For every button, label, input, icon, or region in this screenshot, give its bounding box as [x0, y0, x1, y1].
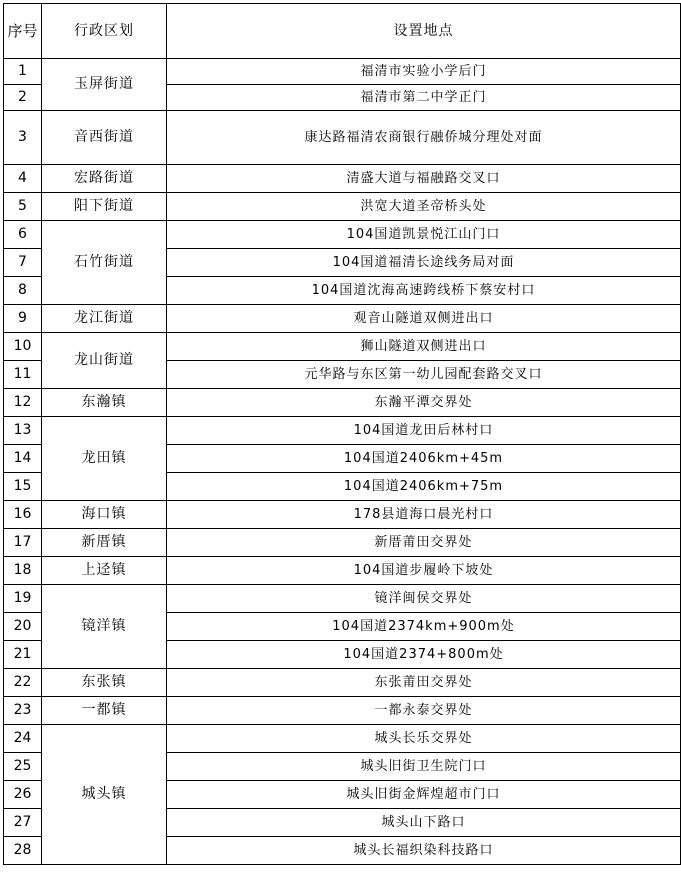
table-row [4, 111, 681, 165]
row-number: 10 [4, 333, 42, 361]
table-row [4, 529, 681, 557]
location-cell: 清盛大道与福融路交叉口 [167, 165, 681, 193]
row-number: 16 [4, 501, 42, 529]
district-cell: 新厝镇 [42, 529, 167, 557]
location-cell: 178县道海口晨光村口 [167, 501, 681, 529]
district-cell: 城头镇 [42, 725, 167, 865]
row-number: 28 [4, 837, 42, 865]
row-number: 11 [4, 361, 42, 389]
table-row [4, 59, 681, 85]
district-cell: 宏路街道 [42, 165, 167, 193]
table-body [4, 59, 681, 865]
location-cell: 104国道凯景悦江山门口 [167, 221, 681, 249]
header-seq: 序号 [4, 4, 42, 59]
row-number: 22 [4, 669, 42, 697]
row-number: 4 [4, 165, 42, 193]
location-cell: 城头长福织染科技路口 [167, 837, 681, 865]
table-row [4, 417, 681, 445]
district-cell: 石竹街道 [42, 221, 167, 305]
location-cell: 福清市第二中学正门 [167, 85, 681, 111]
row-number: 17 [4, 529, 42, 557]
row-number: 7 [4, 249, 42, 277]
row-number: 5 [4, 193, 42, 221]
checkpoint-table [3, 3, 681, 865]
table-row [4, 389, 681, 417]
location-cell: 一都永泰交界处 [167, 697, 681, 725]
row-number: 9 [4, 305, 42, 333]
row-number: 2 [4, 85, 42, 111]
row-number: 3 [4, 111, 42, 165]
location-cell: 104国道龙田后林村口 [167, 417, 681, 445]
district-cell: 龙田镇 [42, 417, 167, 501]
district-cell: 东张镇 [42, 669, 167, 697]
table-row [4, 585, 681, 613]
location-cell: 城头旧街卫生院门口 [167, 753, 681, 781]
table-row [4, 697, 681, 725]
district-cell: 一都镇 [42, 697, 167, 725]
header-district: 行政区划 [42, 4, 167, 59]
location-cell: 104国道沈海高速跨线桥下蔡安村口 [167, 277, 681, 305]
row-number: 8 [4, 277, 42, 305]
location-cell: 福清市实验小学后门 [167, 59, 681, 85]
location-cell: 104国道福清长途线务局对面 [167, 249, 681, 277]
header-location: 设置地点 [167, 4, 681, 59]
table-row [4, 305, 681, 333]
table-row [4, 193, 681, 221]
district-cell: 镜洋镇 [42, 585, 167, 669]
location-cell: 新厝莆田交界处 [167, 529, 681, 557]
location-cell: 城头长乐交界处 [167, 725, 681, 753]
district-cell: 东瀚镇 [42, 389, 167, 417]
table-row [4, 333, 681, 361]
location-cell: 104国道2406km+75m [167, 473, 681, 501]
district-cell: 音西街道 [42, 111, 167, 165]
location-cell: 城头山下路口 [167, 809, 681, 837]
row-number: 27 [4, 809, 42, 837]
district-cell: 龙江街道 [42, 305, 167, 333]
location-cell: 狮山隧道双侧进出口 [167, 333, 681, 361]
location-cell: 元华路与东区第一幼儿园配套路交叉口 [167, 361, 681, 389]
row-number: 24 [4, 725, 42, 753]
location-cell: 104国道2374km+900m处 [167, 613, 681, 641]
location-cell: 东张莆田交界处 [167, 669, 681, 697]
location-cell: 镜洋闽侯交界处 [167, 585, 681, 613]
row-number: 23 [4, 697, 42, 725]
district-cell: 玉屏街道 [42, 59, 167, 111]
district-cell: 龙山街道 [42, 333, 167, 389]
table-header-row [4, 4, 681, 59]
location-cell: 104国道步履岭下坡处 [167, 557, 681, 585]
table-row [4, 501, 681, 529]
location-cell: 观音山隧道双侧进出口 [167, 305, 681, 333]
table-row [4, 725, 681, 753]
row-number: 12 [4, 389, 42, 417]
row-number: 1 [4, 59, 42, 85]
row-number: 19 [4, 585, 42, 613]
location-cell: 城头旧街金辉煌超市门口 [167, 781, 681, 809]
row-number: 15 [4, 473, 42, 501]
row-number: 18 [4, 557, 42, 585]
location-cell: 104国道2406km+45m [167, 445, 681, 473]
row-number: 6 [4, 221, 42, 249]
row-number: 20 [4, 613, 42, 641]
table-row [4, 221, 681, 249]
location-cell: 东瀚平潭交界处 [167, 389, 681, 417]
location-cell: 104国道2374+800m处 [167, 641, 681, 669]
table-row [4, 557, 681, 585]
row-number: 14 [4, 445, 42, 473]
district-cell: 上迳镇 [42, 557, 167, 585]
location-cell: 康达路福清农商银行融侨城分理处对面 [167, 111, 681, 165]
table-row [4, 165, 681, 193]
row-number: 25 [4, 753, 42, 781]
row-number: 26 [4, 781, 42, 809]
district-cell: 阳下街道 [42, 193, 167, 221]
location-cell: 洪宽大道圣帝桥头处 [167, 193, 681, 221]
district-cell: 海口镇 [42, 501, 167, 529]
row-number: 13 [4, 417, 42, 445]
row-number: 21 [4, 641, 42, 669]
table-row [4, 669, 681, 697]
